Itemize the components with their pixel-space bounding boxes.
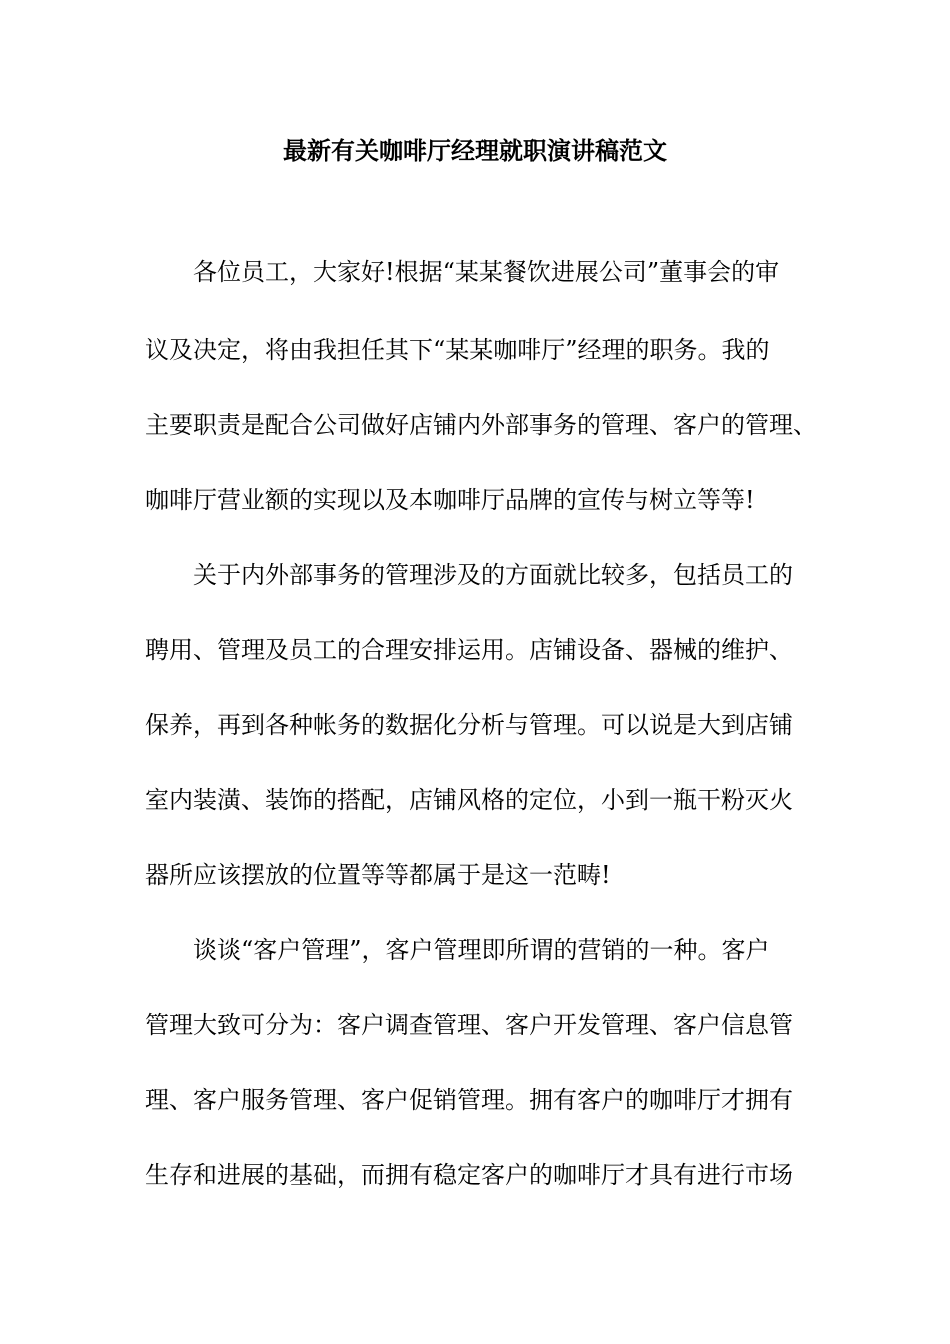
paragraph-2-line-1: 关于内外部事务的管理涉及的方面就比较多，包括员工的 (193, 561, 793, 589)
paragraph-1-line-4: 咖啡厅营业额的实现以及本咖啡厅品牌的宣传与树立等等! (145, 486, 755, 514)
paragraph-1-line-3: 主要职责是配合公司做好店铺内外部事务的管理、客户的管理、 (145, 411, 817, 439)
document-title: 最新有关咖啡厅经理就职演讲稿范文 (283, 137, 667, 165)
paragraph-1-line-1: 各位员工，大家好!根据“某某餐饮进展公司”董事会的审 (193, 258, 780, 286)
paragraph-1-line-2: 议及决定，将由我担任其下“某某咖啡厅”经理的职务。我的 (145, 336, 770, 364)
paragraph-2-line-3: 保养，再到各种帐务的数据化分析与管理。可以说是大到店铺 (145, 711, 793, 739)
paragraph-3-line-3: 理、客户服务管理、客户促销管理。拥有客户的咖啡厅才拥有 (145, 1086, 793, 1114)
paragraph-3-line-1: 谈谈“客户管理”，客户管理即所谓的营销的一种。客户 (193, 936, 770, 964)
paragraph-2-line-2: 聘用、管理及员工的合理安排运用。店铺设备、器械的维护、 (145, 636, 793, 664)
paragraph-3-line-4: 生存和进展的基础，而拥有稳定客户的咖啡厅才具有进行市场 (145, 1161, 793, 1189)
paragraph-3-line-2: 管理大致可分为：客户调查管理、客户开发管理、客户信息管 (145, 1011, 793, 1039)
paragraph-2-line-4: 室内装潢、装饰的搭配，店铺风格的定位，小到一瓶干粉灭火 (145, 786, 793, 814)
paragraph-2-line-5: 器所应该摆放的位置等等都属于是这一范畴! (145, 861, 611, 889)
